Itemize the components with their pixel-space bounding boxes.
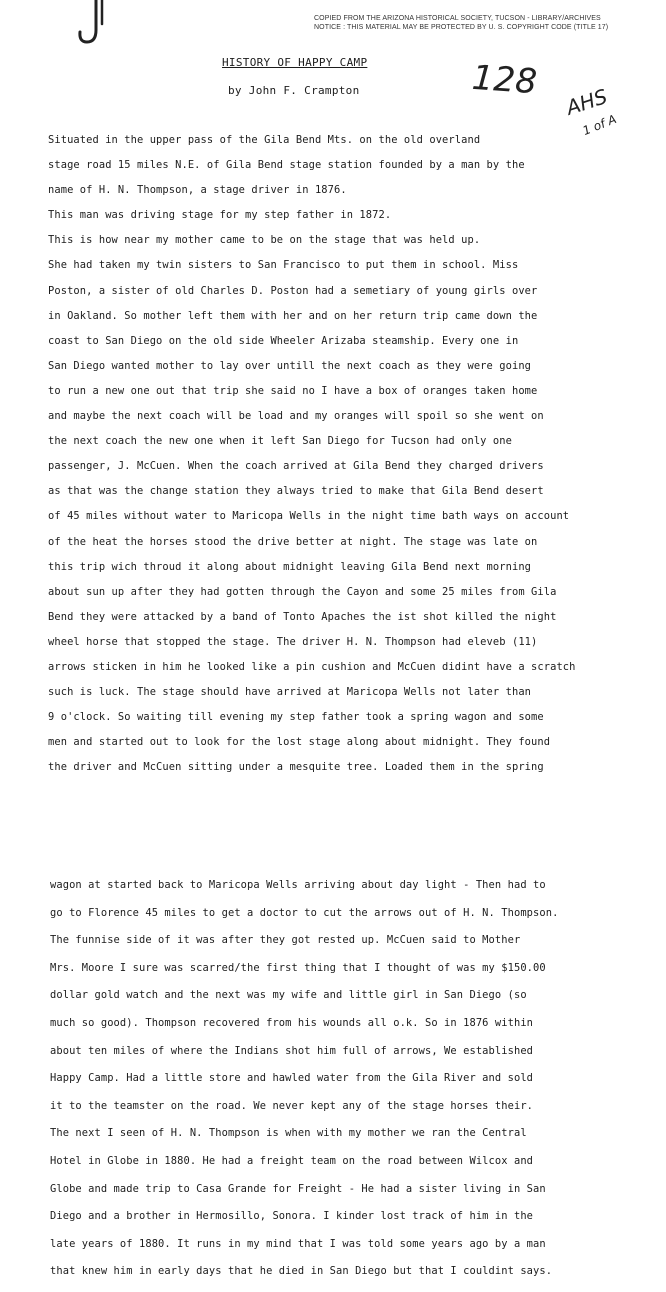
- binder-hook-mark: [74, 0, 114, 46]
- text-line: The funnise side of it was after they got rested up. McCuen said to Mother: [50, 934, 521, 947]
- text-line: dollar gold watch and the next was my wife and little girl in San Diego (so: [50, 989, 527, 1002]
- text-line: This is how near my mother came to be on the stage that was held up.: [48, 234, 481, 247]
- text-line: arrows sticken in him he looked like a pin cushion and McCuen didint have a scratch: [48, 660, 576, 673]
- text-line: Hotel in Globe in 1880. He had a freight team on the road between Wilcox and: [50, 1154, 534, 1167]
- handwritten-ahs-mark: AHS: [563, 84, 611, 120]
- text-line: wheel horse that stopped the stage. The driver H. N. Thompson had eleveb (11): [48, 635, 538, 648]
- document-author: by John F. Crampton: [228, 84, 360, 97]
- text-line: name of H. N. Thompson, a stage driver in 1876.: [48, 184, 347, 197]
- text-line: it to the teamster on the road. We never kept any of the stage horses their.: [50, 1099, 534, 1112]
- body-text-part-1: [48, 128, 660, 780]
- text-line: coast to San Diego on the old side Wheeler Arizaba steamship. Every one in: [48, 334, 519, 347]
- text-line: go to Florence 45 miles to get a doctor to cut the arrows out of H. N. Thompson.: [50, 906, 559, 919]
- copyright-notice: [314, 14, 660, 32]
- text-line: She had taken my twin sisters to San Francisco to put them in school. Miss: [48, 259, 519, 272]
- text-line: the next coach the new one when it left San Diego for Tucson had only one: [48, 435, 512, 448]
- text-line: wagon at started back to Maricopa Wells arriving about day light - Then had to: [50, 879, 546, 891]
- text-line: of the heat the horses stood the drive better at night. The stage was late on: [48, 535, 538, 548]
- document-title: HISTORY OF HAPPY CAMP: [222, 56, 368, 69]
- text-line: Diego and a brother in Hermosillo, Sonora. I kinder lost track of him in the: [50, 1210, 534, 1223]
- text-line: Situated in the upper pass of the Gila Bend Mts. on the old overland: [48, 134, 481, 146]
- text-line: 9 o'clock. So waiting till evening my step father took a spring wagon and some: [48, 711, 544, 724]
- text-line: about ten miles of where the Indians shot him full of arrows, We established: [50, 1044, 534, 1057]
- text-line: this trip wich throud it along about midnight leaving Gila Bend next morning: [48, 560, 532, 573]
- text-line: The next I seen of H. N. Thompson is when with my mother we ran the Central: [50, 1127, 527, 1140]
- text-line: to run a new one out that trip she said no I have a box of oranges taken home: [48, 384, 538, 397]
- body-text-part-2: [50, 872, 662, 1286]
- text-line: passenger, J. McCuen. When the coach arrived at Gila Bend they charged drivers: [48, 460, 544, 473]
- handwritten-page-number: 128: [470, 57, 539, 103]
- notice-line-1: COPIED FROM THE ARIZONA HISTORICAL SOCIETY, TUCSON - LIBRARY/ARCHIVES: [314, 15, 601, 22]
- text-line: as that was the change station they always tried to make that Gila Bend desert: [48, 485, 544, 498]
- text-line: Happy Camp. Had a little store and hawled water from the Gila River and sold: [50, 1072, 534, 1085]
- text-line: the driver and McCuen sitting under a mesquite tree. Loaded them in the spring: [48, 761, 544, 774]
- text-line: and maybe the next coach will be load and my oranges will spoil so she went on: [48, 410, 544, 423]
- text-line: such is luck. The stage should have arrived at Maricopa Wells not later than: [48, 686, 532, 699]
- text-line: Poston, a sister of old Charles D. Poston had a semetiary of young girls over: [48, 284, 538, 297]
- text-line: San Diego wanted mother to lay over untill the next coach as they were going: [48, 359, 532, 372]
- text-line: men and started out to look for the lost stage along about midnight. They found: [48, 736, 551, 749]
- text-line: late years of 1880. It runs in my mind that I was told some years ago by a man: [50, 1237, 546, 1250]
- text-line: about sun up after they had gotten through the Cayon and some 25 miles from Gila: [48, 585, 557, 598]
- text-line: Globe and made trip to Casa Grande for Freight - He had a sister living in San: [50, 1182, 546, 1195]
- text-line: of 45 miles without water to Maricopa Wells in the night time bath ways on account: [48, 510, 570, 523]
- handwritten-ahs-sub: 1 of A: [580, 111, 619, 139]
- text-line: Mrs. Moore I sure was scarred/the first thing that I thought of was my $150.00: [50, 961, 546, 974]
- text-line: stage road 15 miles N.E. of Gila Bend stage station founded by a man by the: [48, 159, 525, 172]
- text-line: much so good). Thompson recovered from his wounds all o.k. So in 1876 within: [50, 1016, 534, 1029]
- text-line: that knew him in early days that he died in San Diego but that I couldint says.: [50, 1265, 553, 1278]
- text-line: in Oakland. So mother left them with her and on her return trip came down the: [48, 309, 538, 322]
- notice-line-2: NOTICE : THIS MATERIAL MAY BE PROTECTED BY U. S. COPYRIGHT CODE (TITLE 17): [314, 24, 609, 31]
- text-line: This man was driving stage for my step father in 1872.: [48, 209, 392, 222]
- text-line: Bend they were attacked by a band of Tonto Apaches the ist shot killed the night: [48, 610, 557, 623]
